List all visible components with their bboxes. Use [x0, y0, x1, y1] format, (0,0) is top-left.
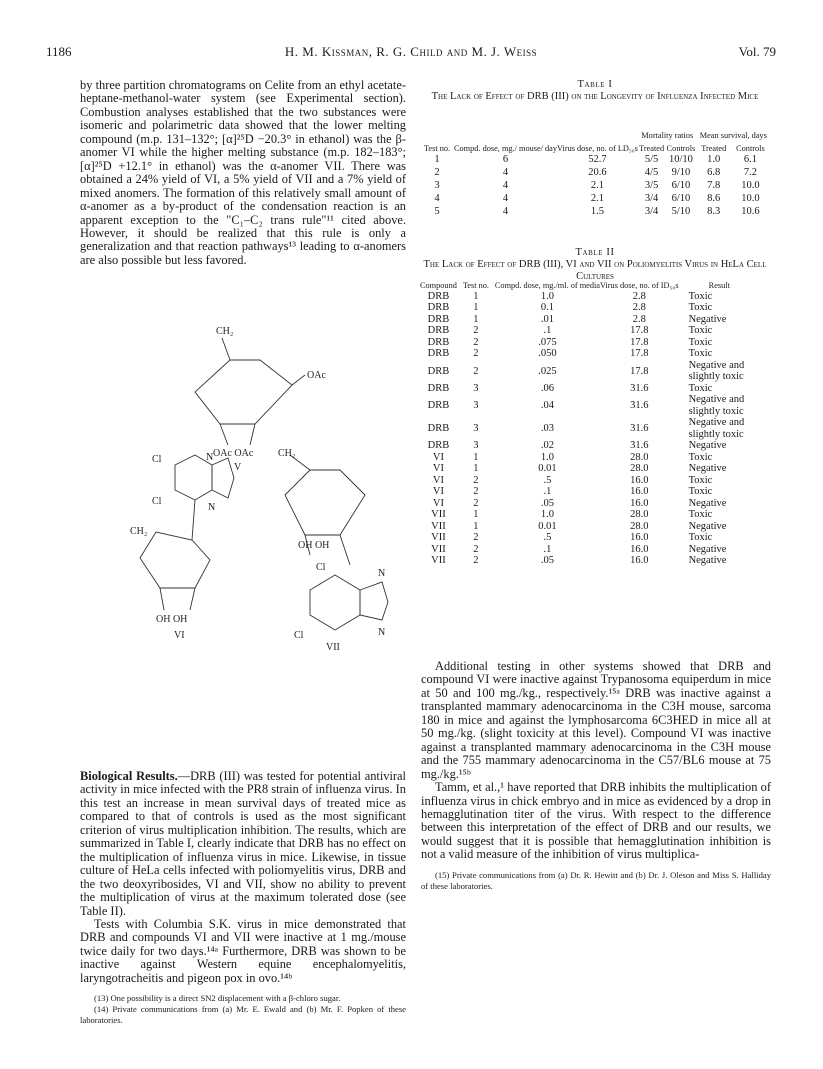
v-oac-pair-label: OAc OAc [213, 448, 254, 459]
table-1 [420, 79, 770, 217]
t2-row-cell: .03 [540, 423, 554, 434]
t2-row-cell: Negative [688, 497, 727, 509]
t2-row-cell: .5 [543, 532, 552, 544]
t1-row-cell: 20.6 [588, 167, 607, 178]
t2-row-cell: 1 [473, 520, 479, 532]
t2-row [420, 486, 760, 498]
t1-row-cell: 3/4 [644, 206, 659, 217]
t2-row-cell: 2 [473, 474, 479, 486]
t2-row-cell: Toxic [688, 336, 713, 348]
t2-row-cell: .025 [538, 365, 557, 377]
vii-oh-label: OH OH [298, 540, 330, 551]
t2-row-cell: 16.0 [630, 497, 649, 509]
t2-row-cell: .01 [540, 313, 554, 325]
t2-row-cell: Toxic [688, 509, 713, 520]
t2-head-test: Test no. [462, 281, 489, 290]
t2-row-cell: 2 [473, 336, 479, 348]
t1-head-surv-c: Controls [736, 143, 765, 153]
t2-row-cell: Negative [688, 555, 727, 566]
t1-row-cell: 5 [434, 206, 440, 217]
t2-row-cell: DRB [427, 400, 450, 411]
t2-row-cell: 17.8 [630, 348, 649, 360]
table-2 [420, 247, 770, 567]
t1-row-cell: 9/10 [671, 167, 691, 178]
t1-head-test: Test no. [423, 143, 451, 153]
vii-compound-label: VII [326, 642, 340, 653]
t2-row [420, 521, 760, 533]
t2-row-cell: Negative and slightly toxic [688, 359, 745, 382]
t2-row-cell: DRB [427, 313, 450, 325]
t1-row-cell: 4/5 [644, 167, 659, 178]
vi-ch2-label: CH₂ [130, 526, 148, 537]
paragraph-tamm: Tamm, et al.,¹ have reported that DRB inhibits the multiplication of influenza virus in chick embryo and in mice as evidenced by a drop in hemagglutination titer of the virus. With respect to the difference between this interpretation of the effect of DRB and our results, we would suggest that it is possible that hemagglutination inhibition is not a valid measure of the inhibition of virus multiplica- [421, 780, 771, 862]
t1-head-surv-t: Treated [701, 143, 727, 153]
t2-row-cell: VII [431, 543, 446, 555]
t2-row [420, 509, 760, 521]
vii-cl-top: Cl [316, 562, 326, 573]
t2-row-cell: Toxic [688, 325, 713, 336]
t2-row-cell: DRB [427, 302, 450, 314]
t2-row-cell: 2.8 [632, 290, 646, 302]
t2-row-cell: Toxic [688, 532, 713, 543]
right-column-bottom [421, 660, 771, 892]
t1-row-cell: 6/10 [671, 180, 691, 191]
t2-row-cell: 28.0 [630, 451, 649, 463]
t1-row-cell: 1.5 [590, 206, 605, 217]
t1-row-cell: 2.1 [590, 193, 605, 204]
t1-row [420, 205, 770, 218]
vi-n-bottom: N [208, 502, 216, 513]
running-header [46, 44, 776, 60]
t2-row-cell: 3 [473, 423, 479, 434]
t2-row-cell: Toxic [688, 382, 713, 394]
t1-row-cell: 7.2 [743, 167, 757, 178]
t1-head-mort: Mortality ratios [641, 130, 694, 140]
t2-row [420, 475, 760, 487]
vi-cl-bottom: Cl [152, 496, 162, 507]
t2-row-cell: VII [431, 555, 446, 567]
t2-row-cell: 16.0 [630, 486, 649, 498]
t1-row-cell: 7.8 [707, 180, 721, 191]
table-2-grid [420, 282, 760, 567]
t2-row-cell: 1 [473, 302, 479, 314]
t2-row-cell: 2 [473, 532, 479, 544]
t2-row-cell: 16.0 [630, 532, 649, 544]
t1-row-cell: 2.1 [590, 180, 605, 191]
t2-row [420, 440, 760, 452]
t2-row-cell: .04 [540, 400, 554, 411]
t2-row [420, 291, 760, 303]
t2-row-cell: 31.6 [630, 423, 649, 434]
t2-row-cell: 31.6 [630, 382, 649, 394]
v-oac-label: OAc [307, 370, 326, 381]
vii-n-bottom: N [378, 627, 386, 638]
t2-row-cell: VI [432, 474, 444, 486]
t2-row-cell: 1 [473, 451, 479, 463]
left-column-top [80, 79, 406, 267]
t2-row-cell: 16.0 [630, 555, 649, 567]
t2-row-cell: DRB [427, 325, 450, 337]
t2-row-cell: Negative [688, 313, 727, 325]
t2-row-cell: 3 [473, 382, 479, 394]
vi-cl-top: Cl [152, 454, 162, 465]
t2-row-cell: DRB [427, 348, 450, 360]
t2-row-cell: .05 [540, 497, 554, 509]
t1-head-mort-t: Treated [639, 143, 665, 153]
t2-row-cell: Negative [688, 440, 727, 451]
t2-row-cell: 1.0 [540, 290, 554, 302]
t2-row-cell: VI [432, 497, 444, 509]
t2-row-cell: DRB [427, 365, 450, 377]
t2-row-cell: Negative and slightly toxic [688, 417, 745, 440]
t2-row-cell: 16.0 [630, 543, 649, 555]
vi-oh-label: OH OH [156, 614, 188, 625]
t2-row-cell: 16.0 [630, 474, 649, 486]
t1-row-cell: 1.0 [707, 154, 721, 165]
t1-row-cell: 2 [434, 167, 440, 178]
t2-head-dose: Compd. dose, mg./ml. of media [494, 281, 600, 290]
structure-drawing [120, 320, 400, 760]
t2-row-cell: 1 [473, 509, 479, 521]
t2-row-cell: 1.0 [540, 509, 554, 521]
t2-row [420, 532, 760, 544]
t1-row-cell: 6/10 [671, 193, 691, 204]
t2-row-cell: 2 [473, 497, 479, 509]
t2-row-cell: 1 [473, 463, 479, 475]
paragraph-bio-1: —DRB (III) was tested for potential antiviral activity in mice infected with the PR8 strain of influenza virus. In this test an increase in mean survival days of treated mice as compared to that of controls is used as the most significant criterion of virus multiplication inhibition. The results, which are summarized in Table I, clearly indicate that DRB has no effect on the multiplication of influenza virus in mice. Likewise, in tissue culture of HeLa cells infected with poliomyelitis virus, DRB and the two deoxyribosides, VI and VII, show no ability to prevent the multiplication of virus at the maximum tolerated dose (see Table II). [80, 769, 406, 918]
t2-row-cell: .075 [538, 336, 557, 348]
t1-row [420, 166, 770, 179]
t2-row-cell: DRB [427, 382, 450, 394]
table-2-label: Table II [575, 247, 615, 258]
t2-row-cell: 17.8 [630, 325, 649, 337]
t2-row-cell: 17.8 [630, 336, 649, 348]
t2-row-cell: 1 [473, 290, 479, 302]
t2-row-cell: 28.0 [630, 463, 649, 475]
footnote-14: (14) Private communications from (a) Mr. E. Ewald and (b) Mr. F. Popken of these laboratories. [80, 1004, 406, 1026]
table-1-title: The Lack of Effect of DRB (III) on the Longevity of Influenza Infected Mice [431, 91, 759, 102]
t2-row-cell: .5 [543, 474, 552, 486]
t2-row [420, 314, 760, 326]
t2-row-cell: VII [431, 509, 446, 521]
t2-row-cell: 0.01 [538, 463, 557, 475]
footnote-13: (13) One possibility is a direct SN2 displacement with a β-chloro sugar. [94, 993, 341, 1004]
t2-head-virus: Virus dose, no. of ID₅₀s [599, 281, 679, 290]
t2-row-cell: Negative [688, 543, 727, 555]
t1-row-cell: 1 [434, 154, 440, 165]
t2-row-cell: .06 [540, 382, 554, 394]
chemical-structures [120, 320, 400, 760]
t2-row-cell: .05 [540, 555, 554, 567]
t1-row-cell: 10.0 [741, 180, 760, 191]
paragraph-bio-2: Tests with Columbia S.K. virus in mice demonstrated that DRB and compounds VI and VII were inactive at 1 mg./mouse twice daily for two days.¹⁴ᵃ Furthermore, DRB was shown to be inactive against Western equine encephalomyelitis, laryngotracheitis and pigeon pox in ovo.¹⁴ᵇ [80, 916, 406, 985]
t1-row [420, 179, 770, 192]
t1-head-surv: Mean survival, days [699, 130, 767, 140]
t1-head-mort-c: Controls [666, 143, 696, 153]
t1-row-cell: 4 [434, 193, 440, 204]
t2-row-cell: 2.8 [632, 313, 646, 325]
table-1-label: Table I [577, 79, 613, 90]
t1-row-cell: 4 [502, 193, 509, 204]
table-1-grid [420, 127, 770, 218]
t1-row-cell: 3/4 [644, 193, 659, 204]
t1-row-cell: 8.6 [707, 193, 721, 204]
t2-row-cell: DRB [427, 290, 450, 302]
t1-row-cell: 6.8 [707, 167, 721, 178]
t2-row-cell: 0.01 [538, 520, 557, 532]
section-heading: Biological Results. [80, 769, 178, 783]
t2-row-cell: 17.8 [630, 365, 649, 377]
t2-row-cell: 2 [473, 365, 479, 377]
t2-row-cell: Toxic [688, 290, 713, 302]
t1-row-cell: 3/5 [644, 180, 659, 191]
t2-row-cell: 3 [473, 400, 479, 411]
t2-row-cell: VI [432, 486, 444, 498]
t2-row-cell: Toxic [688, 451, 713, 463]
t1-row-cell: 8.3 [707, 206, 721, 217]
t1-row-cell: 5/5 [644, 154, 659, 165]
t2-row-cell: .050 [538, 348, 557, 360]
volume-number: Vol. 79 [738, 44, 776, 59]
t2-row-cell: 0.1 [540, 302, 554, 314]
t1-row-cell: 10.6 [741, 206, 760, 217]
t2-row-cell: 1.0 [540, 451, 554, 463]
left-column-bottom [80, 770, 406, 1026]
t1-row [420, 192, 770, 205]
t2-row-cell: 28.0 [630, 520, 649, 532]
t2-head-result: Result [708, 281, 730, 290]
t2-row-cell: DRB [427, 423, 450, 434]
t2-row-cell: DRB [427, 336, 450, 348]
t2-row-cell: 31.6 [630, 440, 649, 452]
paragraph-additional: Additional testing in other systems showed that DRB and compound VI were inactive against Trypanosoma equiperdum in mice at 50 and 100 mg./kg., respectively.¹⁵ᵃ DRB was inactive against a transplanted mammary adenocarcinoma in the C3H mouse, sarcoma 180 in mice and against the lymphosarcoma 6C3HED in mice all at 50 mg./kg. (slight toxicity at this level). Compound VI was inactive against a transplanted mammary adenocarcinoma in the C3H mouse and the 755 mammary adenocarcinoma in the C57/BL6 mouse at 75 mg./kg.¹⁵ᵇ [421, 659, 771, 781]
table-2-title: The Lack of Effect of DRB (III), VI and VII on Poliomyelitis Virus in HeLa Cell Cultures [423, 259, 767, 282]
t2-row [420, 498, 760, 510]
t2-head-compound: Compound [420, 281, 457, 290]
t2-row [420, 325, 760, 337]
t2-row-cell: 28.0 [630, 509, 649, 521]
vii-n-top: N [378, 568, 386, 579]
vii-cl-bottom: Cl [294, 630, 304, 641]
footnote-15: (15) Private communications from (a) Dr. R. Hewitt and (b) Dr. J. Oleson and Miss S. Halliday of these laboratories. [421, 869, 771, 891]
t2-row-cell: VI [432, 463, 444, 475]
t1-row [420, 153, 770, 166]
t2-row-cell: 2 [473, 486, 479, 498]
t2-row [420, 463, 760, 475]
t1-head-dose: Compd. dose, mg./ mouse/ day [454, 143, 558, 153]
t2-row-cell: DRB [427, 440, 450, 452]
t2-row-cell: 2 [473, 348, 479, 360]
t2-row-cell: .02 [540, 440, 554, 452]
t2-row-cell: Negative and slightly toxic [688, 394, 745, 417]
t2-row [420, 555, 760, 567]
t2-row [420, 394, 760, 417]
t2-row [420, 544, 760, 556]
t1-row-cell: 10.0 [741, 193, 760, 204]
vii-ch2-label: CH₂ [278, 448, 296, 459]
t1-row-cell: 52.7 [588, 154, 607, 165]
t2-row-cell: Toxic [688, 348, 713, 359]
t2-row [420, 452, 760, 464]
t2-row-cell: 1 [473, 313, 479, 325]
t2-row-cell: .1 [543, 486, 552, 498]
t2-row [420, 302, 760, 314]
t2-row-cell: VII [431, 520, 446, 532]
t2-row-cell: Toxic [688, 302, 713, 313]
t1-row-cell: 6 [502, 154, 509, 165]
t2-row [420, 348, 760, 360]
t2-row [420, 417, 760, 440]
t2-row-cell: 3 [473, 440, 479, 452]
t1-row-cell: 10/10 [668, 154, 693, 165]
t2-row-cell: Toxic [688, 486, 713, 497]
t2-row [420, 383, 760, 395]
t1-row-cell: 4 [502, 206, 509, 217]
t1-row-cell: 4 [502, 180, 509, 191]
t2-row-cell: 2 [473, 543, 479, 555]
v-compound-label: V [234, 462, 242, 473]
t2-row-cell: 2 [473, 325, 479, 337]
t1-row-cell: 6.1 [743, 154, 757, 165]
t2-row-cell: 2.8 [632, 302, 646, 314]
t2-row-cell: 31.6 [630, 400, 649, 411]
t2-row-cell: Toxic [688, 474, 713, 486]
v-ch2-label: CH₂ [216, 326, 234, 337]
page-number: 1186 [46, 44, 72, 59]
t2-row-cell: 2 [473, 555, 479, 567]
t2-row [420, 337, 760, 349]
t1-head-virus: Virus dose, no. of LD₅₀s [557, 143, 638, 153]
t1-row-cell: 4 [502, 167, 509, 178]
vi-n-top: N [206, 452, 214, 463]
t2-row-cell: Negative [688, 520, 727, 532]
t2-row-cell: VI [432, 451, 444, 463]
t2-row-cell: .1 [543, 543, 552, 555]
t2-row-cell: .1 [543, 325, 552, 337]
paragraph-anomers: by three partition chromatograms on Celite from an ethyl acetate-heptane-methanol-water system (see Experimental section). Combustion analyses established that the two substances were isomeric and polarimetric data showed that the lower melting compound (m.p. 131–132°; [α]²⁵D −20.3° in ethanol) was the β-anomer VI while the higher melting substance (m.p. 182–183°; [α]²⁵D +12.1° in ethanol) was the α-anomer VII. There was obtained a 24% yield of VI, a 5% yield of VII and a 7% yield of mixed anomers. The formation of this relatively small amount of α-anomer as a by-product of the condensation reaction is an apparent exception to the "C₁–C₂ trans rule"¹¹ cited above. However, it should be realized that this rule is only a generalization and that reaction pathways¹³ leading to α-anomers are also possible but less favored. [80, 78, 406, 267]
running-authors: H. M. Kissman, R. G. Child and M. J. Weiss [284, 44, 538, 59]
t1-row-cell: 5/10 [671, 206, 691, 217]
t2-row-cell: Negative [688, 463, 727, 474]
t1-row-cell: 3 [434, 180, 440, 191]
t2-row [420, 360, 760, 383]
t2-row-cell: VII [431, 532, 446, 544]
vi-compound-label: VI [174, 630, 185, 641]
